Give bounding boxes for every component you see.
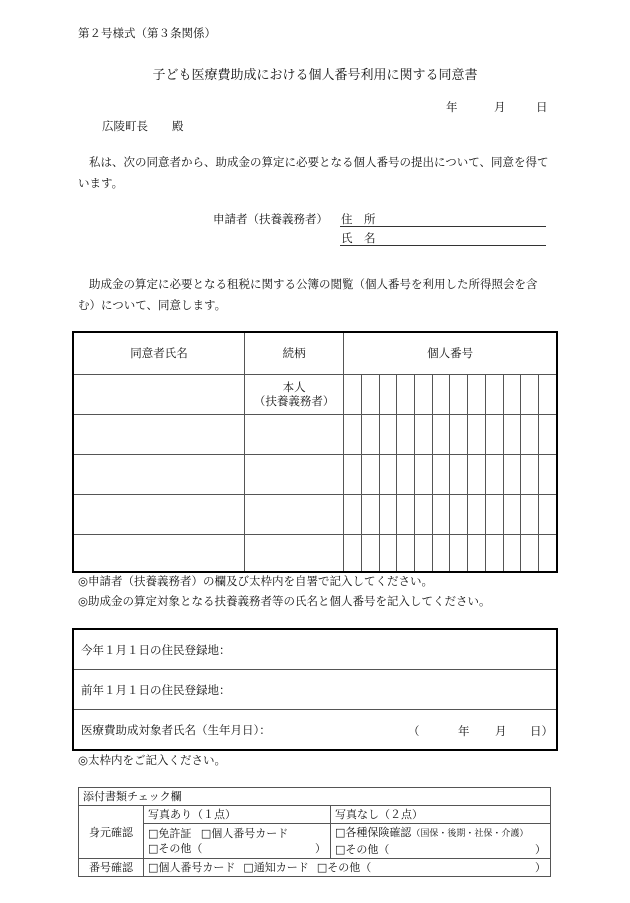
other-checkbox[interactable]: □その他（ — [148, 842, 203, 855]
number-digit-cell[interactable] — [397, 534, 415, 572]
number-digit-cell[interactable] — [485, 494, 503, 534]
number-digit-cell[interactable] — [344, 454, 362, 494]
date-month-label: 月 — [494, 100, 506, 114]
table-row — [73, 454, 557, 494]
relation-cell[interactable] — [245, 454, 344, 494]
number-digit-cell[interactable] — [379, 494, 397, 534]
number-digit-cell[interactable] — [539, 534, 557, 572]
birth-open-paren: （ — [408, 724, 420, 738]
attachment-title: 添付書類チェック欄 — [79, 788, 551, 806]
number-digit-cell[interactable] — [397, 494, 415, 534]
relation-self-cell: 本人 （扶養義務者） — [245, 374, 344, 414]
license-checkbox[interactable]: □免許証 — [148, 827, 192, 840]
birth-month-label: 月 — [495, 724, 507, 738]
table-row — [73, 534, 557, 572]
number-digit-cell[interactable] — [539, 454, 557, 494]
date-year-label: 年 — [446, 100, 458, 114]
number-check-label: 番号確認 — [79, 859, 144, 877]
table-row — [73, 494, 557, 534]
with-photo-header: 写真あり（１点） — [144, 806, 331, 824]
current-year-address-field[interactable] — [73, 629, 557, 670]
other-close-paren: ） — [535, 861, 546, 874]
number-digit-cell[interactable] — [503, 534, 521, 572]
number-digit-cell[interactable] — [450, 494, 468, 534]
consent-statement: 私は、次の同意者から、助成金の算定に必要となる個人番号の提出について、同意を得ています。 — [78, 155, 549, 190]
other-checkbox[interactable]: □その他（ — [316, 861, 372, 874]
number-digit-cell[interactable] — [485, 534, 503, 572]
consenter-name-cell[interactable] — [73, 374, 245, 414]
number-digit-cell[interactable] — [361, 534, 379, 572]
other-checkbox[interactable]: □その他（ — [335, 843, 390, 856]
applicant-address-label: 住 所 — [341, 212, 376, 226]
addressee: 広陵町長 — [102, 119, 148, 133]
without-photo-header: 写真なし（２点） — [331, 806, 551, 824]
number-digit-cell[interactable] — [450, 374, 468, 414]
number-digit-cell[interactable] — [344, 534, 362, 572]
number-digit-cell[interactable] — [521, 494, 539, 534]
number-digit-cell[interactable] — [432, 534, 450, 572]
applicant-name-field[interactable] — [340, 245, 546, 246]
note-dependents: ◎助成金の算定対象となる扶養義務者等の氏名と個人番号を記入してください。 — [78, 594, 491, 608]
applicant-name-label: 氏 名 — [341, 231, 376, 245]
number-digit-cell[interactable] — [468, 534, 486, 572]
number-digit-cell[interactable] — [344, 414, 362, 454]
current-year-address-label: 今年１月１日の住民登録地： — [81, 642, 231, 657]
number-digit-cell[interactable] — [379, 414, 397, 454]
number-digit-cell[interactable] — [432, 374, 450, 414]
number-digit-cell[interactable] — [415, 494, 433, 534]
number-digit-cell[interactable] — [379, 374, 397, 414]
attachment-check-table — [78, 787, 551, 877]
honorific: 殿 — [172, 119, 184, 133]
table-row — [73, 374, 557, 414]
birth-day-label: 日） — [530, 724, 553, 738]
insurance-detail: （国保・後期・社保・介護） — [411, 829, 529, 839]
number-digit-cell[interactable] — [503, 494, 521, 534]
header-relation: 続柄 — [245, 332, 344, 374]
number-digit-cell[interactable] — [361, 374, 379, 414]
subject-name-field[interactable] — [73, 710, 557, 751]
number-digit-cell[interactable] — [361, 414, 379, 454]
header-consenter-name: 同意者氏名 — [73, 332, 245, 374]
note-self-sign: ◎申請者（扶養義務者）の欄及び太枠内を自署で記入してください。 — [78, 574, 434, 588]
subject-name-label: 医療費助成対象者氏名（生年月日）： — [81, 722, 271, 737]
number-digit-cell[interactable] — [521, 414, 539, 454]
number-digit-cell[interactable] — [450, 534, 468, 572]
consenter-name-cell[interactable] — [73, 454, 245, 494]
number-digit-cell[interactable] — [468, 494, 486, 534]
number-digit-cell[interactable] — [539, 374, 557, 414]
number-digit-cell[interactable] — [432, 454, 450, 494]
applicant-address-field[interactable] — [340, 226, 546, 227]
other-close-paren: ） — [535, 843, 546, 856]
consenter-name-cell[interactable] — [73, 494, 245, 534]
date-day-label: 日 — [536, 100, 548, 114]
identity-check-label: 身元確認 — [79, 806, 144, 859]
number-digit-cell[interactable] — [432, 414, 450, 454]
address-box — [72, 628, 558, 751]
number-digit-cell[interactable] — [539, 414, 557, 454]
note-fill-bold-box: ◎太枠内をご記入ください。 — [78, 753, 227, 767]
form-number: 第２号様式（第３条関係） — [78, 26, 216, 40]
number-digit-cell[interactable] — [503, 374, 521, 414]
agreement-statement: 助成金の算定に必要となる租税に関する公簿の閲覧（個人番号を利用した所得照会を含む）について、同意します。 — [78, 277, 538, 312]
consenter-name-cell[interactable] — [73, 414, 245, 454]
insurance-checkbox[interactable]: □各種保険確認 — [335, 826, 412, 839]
number-digit-cell[interactable] — [450, 454, 468, 494]
number-digit-cell[interactable] — [361, 494, 379, 534]
relation-cell[interactable] — [245, 534, 344, 572]
consenter-name-cell[interactable] — [73, 534, 245, 572]
relation-cell[interactable] — [245, 414, 344, 454]
number-digit-cell[interactable] — [485, 454, 503, 494]
number-digit-cell[interactable] — [468, 454, 486, 494]
number-digit-cell[interactable] — [397, 454, 415, 494]
number-digit-cell[interactable] — [503, 414, 521, 454]
number-digit-cell[interactable] — [415, 374, 433, 414]
number-digit-cell[interactable] — [397, 374, 415, 414]
relation-cell[interactable] — [245, 494, 344, 534]
table-row — [73, 414, 557, 454]
number-digit-cell[interactable] — [485, 414, 503, 454]
number-digit-cell[interactable] — [521, 374, 539, 414]
number-digit-cell[interactable] — [344, 494, 362, 534]
number-digit-cell[interactable] — [415, 534, 433, 572]
number-digit-cell[interactable] — [415, 414, 433, 454]
mynumber-card-checkbox[interactable]: □個人番号カード — [148, 861, 236, 874]
number-digit-cell[interactable] — [432, 494, 450, 534]
consent-table-header — [73, 332, 557, 374]
previous-year-address-field[interactable] — [73, 670, 557, 710]
number-digit-cell[interactable] — [503, 454, 521, 494]
number-digit-cell[interactable] — [415, 454, 433, 494]
page-title: 子ども医療費助成における個人番号利用に関する同意書 — [152, 68, 478, 83]
number-digit-cell[interactable] — [361, 454, 379, 494]
number-digit-cell[interactable] — [379, 454, 397, 494]
previous-year-address-label: 前年１月１日の住民登録地： — [81, 682, 231, 697]
mynumber-card-checkbox[interactable]: □個人番号カード — [200, 827, 289, 840]
number-digit-cell[interactable] — [485, 374, 503, 414]
number-digit-cell[interactable] — [450, 414, 468, 454]
number-digit-cell[interactable] — [468, 414, 486, 454]
number-digit-cell[interactable] — [379, 534, 397, 572]
number-digit-cell[interactable] — [468, 374, 486, 414]
header-individual-number: 個人番号 — [344, 332, 557, 374]
number-digit-cell[interactable] — [344, 374, 362, 414]
other-close-paren: ） — [315, 842, 326, 855]
birth-year-label: 年 — [458, 724, 470, 738]
number-digit-cell[interactable] — [397, 414, 415, 454]
notification-card-checkbox[interactable]: □通知カード — [243, 861, 309, 874]
number-digit-cell[interactable] — [539, 494, 557, 534]
applicant-label: 申請者（扶養義務者） — [213, 212, 328, 226]
number-digit-cell[interactable] — [521, 534, 539, 572]
consent-table — [72, 331, 558, 573]
number-digit-cell[interactable] — [521, 454, 539, 494]
